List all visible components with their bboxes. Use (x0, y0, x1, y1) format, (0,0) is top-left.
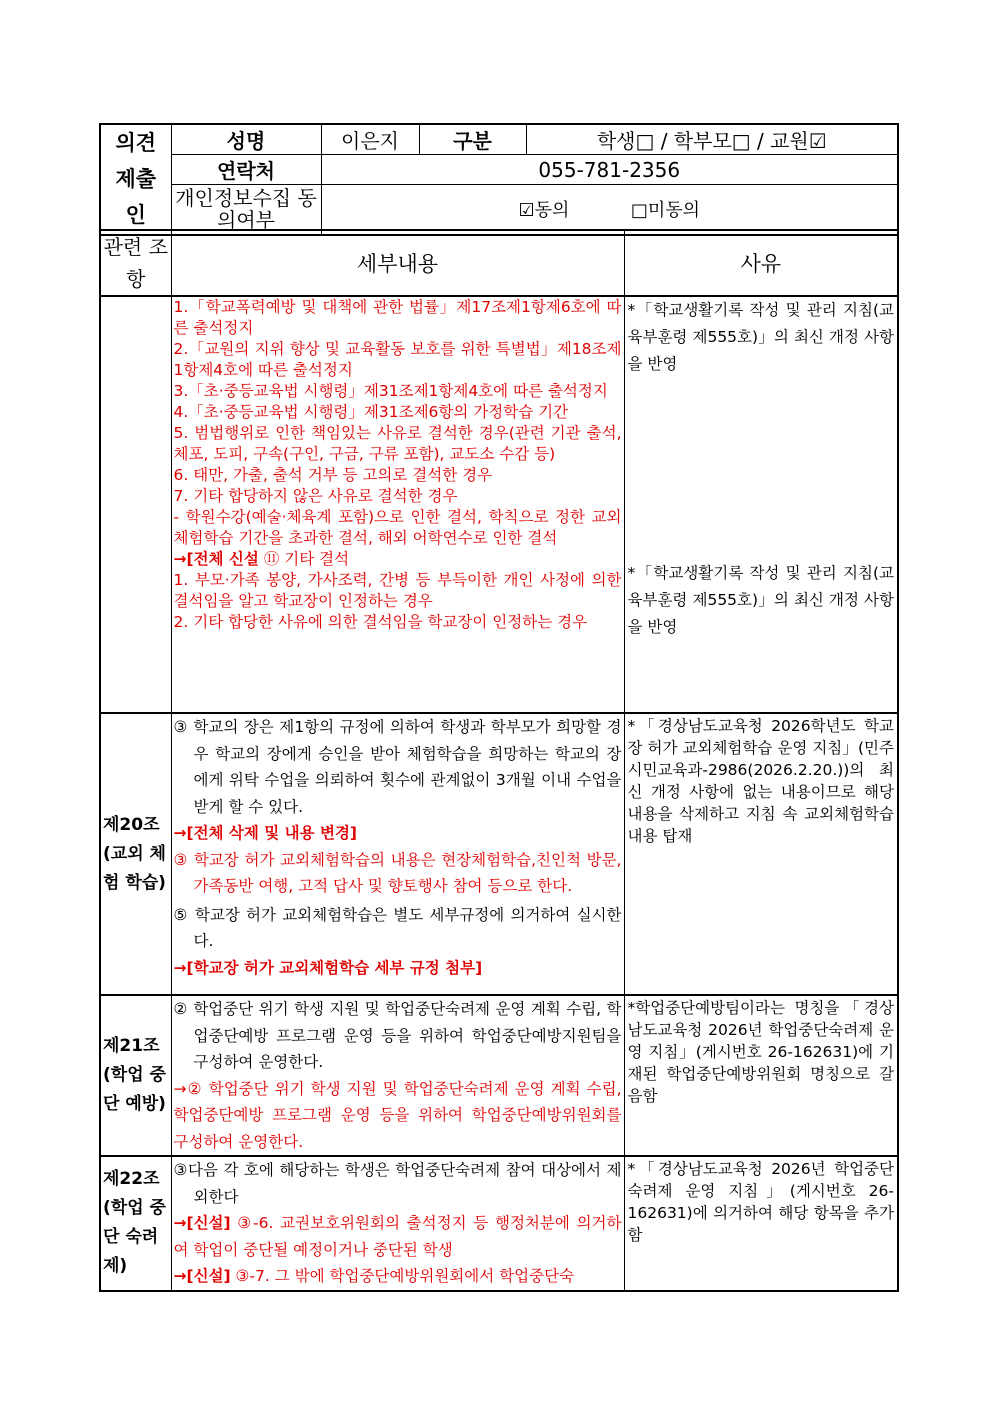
attach-label: →[학교장 허가 교외체험학습 세부 규정 첨부] (173, 958, 483, 977)
row1-reason (624, 296, 898, 713)
old-clause: ③다음 각 호에 해당하는 학생은 학업중단숙려제 참여 대상에서 제외한다 (173, 1161, 622, 1206)
name-label: 성명 (171, 124, 321, 155)
category-label: 구분 (419, 124, 526, 155)
new-section-title: ⑪ 기타 결석 (263, 550, 350, 568)
row3-reason: *학업중단예방팀이라는 명칭을「경상남도교육청 2026년 학업중단숙려제 운영 지침」(게시번호 26-162631)에 기재된 학업중단예방위원회 명칭으로 갈음함 (624, 995, 898, 1156)
row1-detail (171, 296, 624, 713)
detail-item: 7. 기타 합당하지 않은 사유로 결석한 경우 (173, 487, 458, 505)
consent-agree-checkbox[interactable]: ☑동의 (518, 200, 570, 222)
new-tag: →[신설] (173, 1214, 231, 1232)
new-clause: →② 학업중단 위기 학생 지원 및 학업중단숙려제 운영 계획 수립, 학업중단예방 프로그램 운영 등을 위하여 학업중단예방위원회를 구성하여 운영한다. (173, 1079, 622, 1151)
article-header: 관련 조항 (100, 230, 171, 296)
reason-text: *「학교생활기록 작성 및 관리 지침(교육부훈령 제555호)」의 최신 개정 사항을 반영 (627, 301, 894, 373)
detail-item: 5. 범법행위로 인한 책임있는 사유로 결석한 경우(관련 기관 출석, 체포, 도피, 구속(구인, 구금, 구류 포함), 교도소 수감 등) (173, 424, 622, 463)
row4-reason: *「경상남도교육청 2026년 학업중단숙려제 운영 지침」(게시번호 26-162631)에 의거하여 해당 항목을 추가함 (624, 1156, 898, 1291)
reason-header: 사유 (624, 230, 898, 296)
opinion-table (99, 229, 899, 1292)
detail-item: 2.「교원의 지위 향상 및 교육활동 보호를 위한 특별법」제18조제1항제4호에 따른 출석정지 (173, 340, 622, 379)
detail-item: 6. 태만, 가출, 출석 거부 등 고의로 결석한 경우 (173, 466, 493, 484)
old-clause: ③ 학교의 장은 제1항의 규정에 의하여 학생과 학부모가 희망할 경우 학교의 장에게 승인을 받아 체험학습을 희망하는 학교의 장에게 위탁 수업을 의뢰하여 횟수에 관계없이 3개월 이내 수업을 받게 할 수 있다. (173, 718, 622, 816)
new-item-6: ③-6. 교권보호위원회의 출석정지 등 행정처분에 의거하여 학업이 중단될 예정이거나 중단된 학생 (173, 1214, 622, 1259)
category-value[interactable]: 학생□ / 학부모□ / 교원☑ (526, 124, 898, 155)
contact-label: 연락처 (171, 155, 321, 185)
row4-article: 제22조 (학업 중단 숙려제) (100, 1156, 171, 1291)
new-detail-item: 1. 부모·가족 봉양, 가사조력, 간병 등 부득이한 개인 사정에 의한 결석임을 알고 학교장이 인정하는 경우 (173, 571, 622, 610)
row4-detail (171, 1156, 624, 1291)
detail-item: - 학원수강(예술·체육계 포함)으로 인한 결석, 학칙으로 정한 교외체험학습 기간을 초과한 결석, 해외 어학연수로 인한 결석 (173, 508, 622, 547)
row1-article (100, 296, 171, 713)
change-label: →[전체 삭제 및 내용 변경] (173, 824, 357, 842)
submitter-table (99, 123, 899, 236)
new-tag: →[신설] (173, 1267, 231, 1285)
new-clause: ③ 학교장 허가 교외체험학습의 내용은 현장체험학습,친인척 방문, 가족동반 여행, 고적 답사 및 향토행사 참여 등으로 한다. (173, 850, 622, 895)
old-clause: ② 학업중단 위기 학생 지원 및 학업중단숙려제 운영 계획 수립, 학업중단예방 프로그램 운영 등을 위하여 학업중단예방지원팀을 구성하여 운영한다. (173, 1000, 622, 1071)
consent-disagree-checkbox[interactable]: □미동의 (630, 200, 701, 222)
new-detail-item: 2. 기타 합당한 사유에 의한 결석임을 학교장이 인정하는 경우 (173, 613, 588, 631)
contact-value[interactable]: 055-781-2356 (321, 155, 898, 185)
row3-detail (171, 995, 624, 1156)
row2-reason: *「경상남도교육청 2026학년도 학교장 허가 교외체험학습 운영 지침」(민주시민교육과-2986(2026.2.20.))의 최신 개정 사항에 없는 내용이므로 해당 내용을 삭제하고 지침 속 교외체험학습 내용 탑재 (624, 713, 898, 995)
new-item-7: ③-7. 그 밖에 학업중단예방위원회에서 학업중단숙 (230, 1267, 575, 1285)
name-value[interactable]: 이은지 (321, 124, 419, 155)
submitter-section-label: 의견 제출 인 (100, 124, 171, 235)
new-section-heading: →[전체 신설 (173, 550, 259, 568)
reason-text: *「학교생활기록 작성 및 관리 지침(교육부훈령 제555호)」의 최신 개정 사항을 반영 (627, 564, 894, 636)
detail-item: 3.「초·중등교육법 시행령」제31조제1항제4호에 따른 출석정지 (173, 382, 608, 400)
row2-article: 제20조 (교외 체험 학습) (100, 713, 171, 995)
row3-article: 제21조 (학업 중단 예방) (100, 995, 171, 1156)
clause-5: ⑤ 학교장 허가 교외체험학습은 별도 세부규정에 의거하여 실시한다. (173, 905, 622, 950)
detail-header: 세부내용 (171, 230, 624, 296)
row2-detail (171, 713, 624, 995)
detail-item: 4.「초·중등교육법 시행령」제31조제6항의 가정학습 기간 (173, 403, 569, 421)
detail-item: 1.「학교폭력예방 및 대책에 관한 법률」제17조제1항제6호에 따른 출석정지 (173, 298, 622, 337)
consent-label: 개인정보수집 동의여부 (171, 185, 321, 235)
